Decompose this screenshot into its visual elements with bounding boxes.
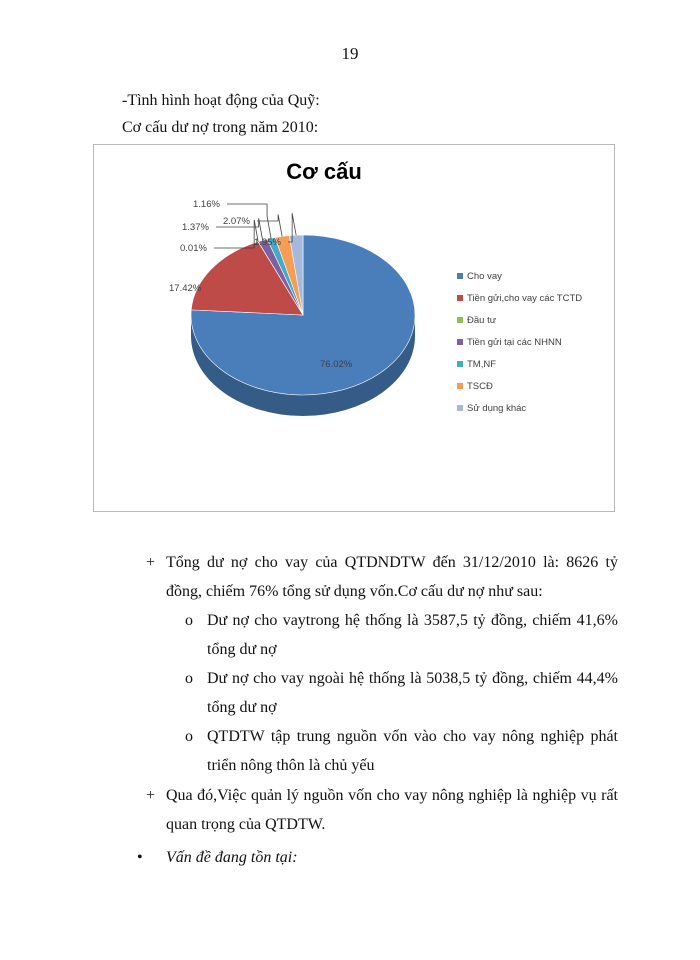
issue-heading: Vấn đề đang tồn tại: xyxy=(166,849,298,866)
plus-bullet-icon: + xyxy=(146,554,156,571)
sub-paragraph-line: tổng dư nợ xyxy=(207,699,277,716)
circle-bullet-icon: o xyxy=(185,670,193,687)
legend-label-3: Tiền gửi tại các NHNN xyxy=(467,337,562,348)
sub-paragraph-line: triển nông thôn là chủ yếu xyxy=(207,757,375,774)
legend-label-6: Sử dụng khác xyxy=(467,403,527,414)
paragraph-line: Qua đó,Việc quản lý nguồn vốn cho vay nông nghiệp là nghiệp vụ rất xyxy=(166,787,618,804)
leader-line-5 xyxy=(257,214,282,236)
chart-title: Cơ cấu xyxy=(286,159,362,184)
sub-paragraph-line: tổng dư nợ xyxy=(207,641,277,658)
legend-label-1: Tiền gửi,cho vay các TCTD xyxy=(467,293,583,304)
legend-label-2: Đầu tư xyxy=(467,315,497,326)
data-label-4: 1.16% xyxy=(193,199,220,210)
data-label-cho-vay: 76.02% xyxy=(320,359,353,370)
legend-label-4: TM,NF xyxy=(467,359,497,370)
legend-label-0: Cho vay xyxy=(467,271,502,282)
data-label-5: 2.07% xyxy=(223,216,250,227)
circle-bullet-icon: o xyxy=(185,728,193,745)
paragraph-line: đồng, chiếm 76% tổng sử dụng vốn.Cơ cấu dư nợ như sau: xyxy=(166,583,543,600)
pie-chart xyxy=(93,144,615,512)
pie-chart-svg xyxy=(94,145,616,513)
sub-paragraph-line: Dư nợ cho vay ngoài hệ thống là 5038,5 tỷ đồng, chiếm 44,4% xyxy=(207,670,618,687)
chart-caption: Cơ cấu dư nợ trong năm 2010: xyxy=(122,119,319,136)
page-number: 19 xyxy=(341,44,359,63)
paragraph-line: quan trọng của QTDTW. xyxy=(166,816,326,833)
data-label-tien-gui-tctd: 17.42% xyxy=(169,283,202,294)
sub-paragraph-line: QTDTW tập trung nguồn vốn vào cho vay nông nghiệp phát xyxy=(207,728,618,745)
sub-paragraph-line: Dư nợ cho vaytrong hệ thống là 3587,5 tỷ đồng, chiếm 41,6% xyxy=(207,612,618,629)
data-label-3: 1.37% xyxy=(182,222,209,233)
legend-swatch-0 xyxy=(457,273,463,279)
legend-swatch-1 xyxy=(457,295,463,301)
legend-swatch-3 xyxy=(457,339,463,345)
legend-swatch-5 xyxy=(457,383,463,389)
dot-bullet-icon: • xyxy=(137,849,143,866)
legend-label-5: TSCĐ xyxy=(467,381,493,392)
legend-swatch-2 xyxy=(457,317,463,323)
circle-bullet-icon: o xyxy=(185,612,193,629)
section-heading: -Tình hình hoạt động của Quỹ: xyxy=(122,92,320,109)
legend-swatch-4 xyxy=(457,361,463,367)
data-label-6: 1.95% xyxy=(254,237,281,248)
legend-swatch-6 xyxy=(457,405,463,411)
paragraph-line: Tổng dư nợ cho vay của QTDNDTW đến 31/12/2010 là: 8626 tỷ xyxy=(166,554,618,571)
plus-bullet-icon: + xyxy=(146,787,156,804)
data-label-2: 0.01% xyxy=(180,243,207,254)
